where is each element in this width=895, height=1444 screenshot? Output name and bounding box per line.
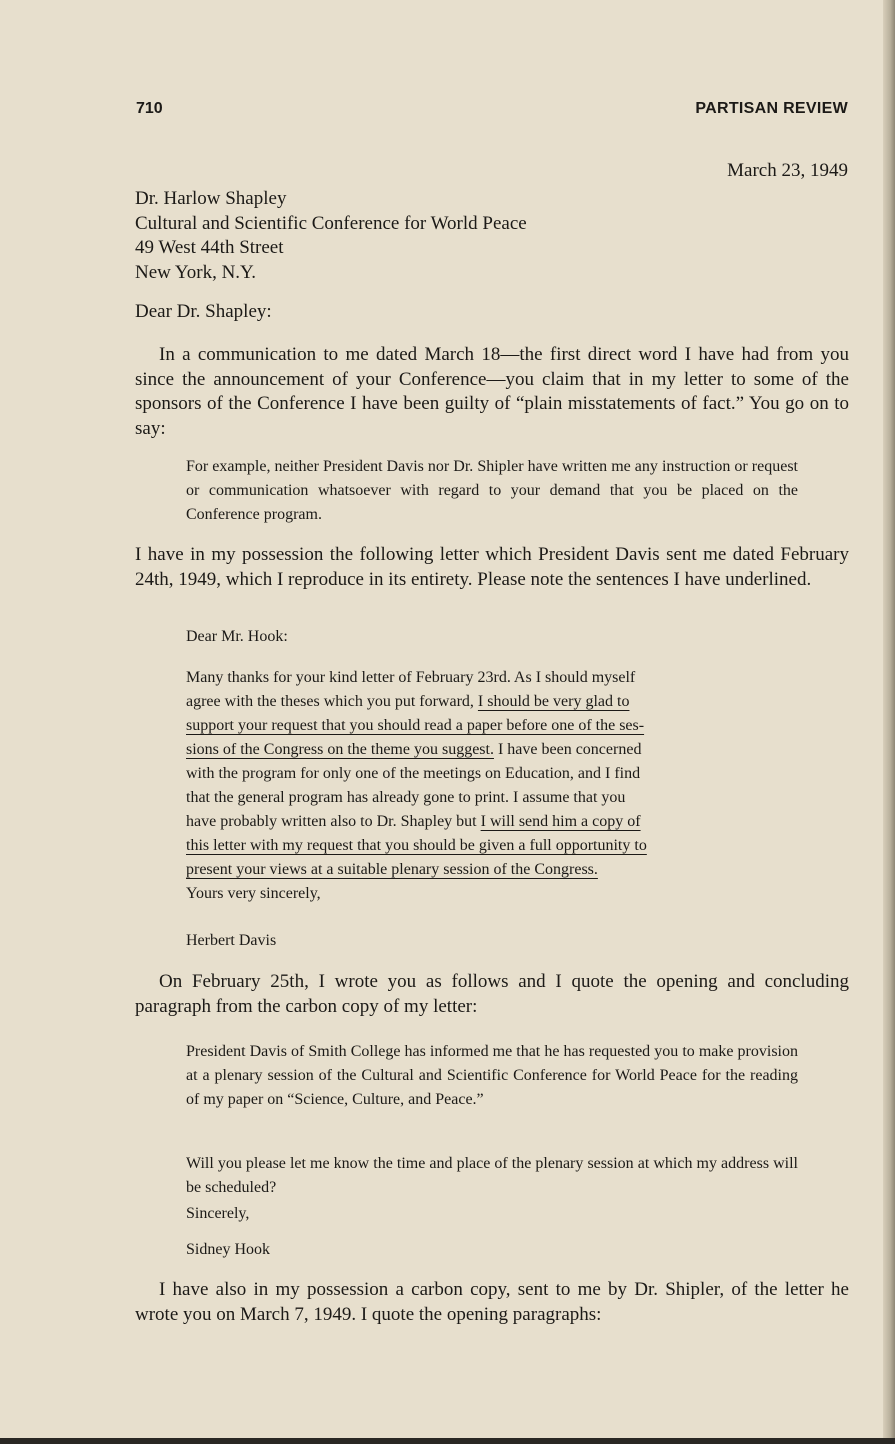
underlined-text: support your request that you should read a paper before one of the ses-: [186, 717, 645, 734]
quote-line: [186, 786, 798, 810]
text-span: Many thanks for your kind letter of February 23rd. As I should myself: [186, 669, 636, 686]
block-quote-1: For example, neither President Davis nor Dr. Shipler have written me any instruction or request or communication whatsoever with regard to your demand that you be placed on the Conference program.: [186, 458, 798, 523]
letter-date: March 23, 1949: [727, 160, 848, 181]
quote-line: [186, 714, 798, 738]
quote-line: [186, 858, 798, 882]
paragraph-3: On February 25th, I wrote you as follows and I quote the opening and concluding paragraph from the carbon copy of my letter:: [135, 971, 849, 1017]
underlined-text: I will send him a copy of: [480, 813, 641, 830]
hook-signature: Sidney Hook: [186, 1241, 270, 1258]
letter-salutation: Dear Dr. Shapley:: [135, 301, 272, 322]
address-line: Cultural and Scientific Conference for World Peace: [135, 212, 527, 234]
davis-closing: Yours very sincerely,: [186, 885, 321, 902]
underlined-text: this letter with my request that you should be given a full opportunity to: [186, 837, 647, 854]
page-header: [136, 100, 848, 122]
paragraph-2: I have in my possession the following letter which President Davis sent me dated February 24th, 1949, which I reproduce in its entirety. Please note the sentences I have underlined.: [135, 544, 849, 590]
quote-line: [186, 666, 798, 690]
quote-line: [186, 810, 798, 834]
text-span: with the program for only one of the meetings on Education, and I find: [186, 765, 641, 782]
davis-signature: Herbert Davis: [186, 932, 277, 949]
quote-line: [186, 834, 798, 858]
quote-line: [186, 738, 798, 762]
text-span: have probably written also to Dr. Shapley but: [186, 813, 481, 830]
text-span: I have been concerned: [493, 741, 642, 758]
underlined-text: sions of the Congress on the theme you suggest.: [186, 741, 494, 758]
quote-line: [186, 762, 798, 786]
davis-letter-body: [186, 666, 798, 906]
address-line: Dr. Harlow Shapley: [135, 188, 287, 209]
hook-letter-body-1: President Davis of Smith College has informed me that he has requested you to make provision at a plenary session of the Cultural and Scientific Conference for World Peace for the reading of my paper on “Science, Culture, and Peace.”: [186, 1043, 798, 1108]
hook-closing: Sincerely,: [186, 1205, 250, 1222]
paragraph-4: I have also in my possession a carbon copy, sent to me by Dr. Shipler, of the letter he wrote you on March 7, 1949. I quote the opening paragraphs:: [135, 1279, 849, 1325]
text-span: that the general program has already gone to print. I assume that you: [186, 789, 626, 806]
hook-letter-body-2: Will you please let me know the time and place of the plenary session at which my address will be scheduled?: [186, 1155, 798, 1196]
address-line: New York, N.Y.: [135, 261, 257, 283]
running-head: PARTISAN REVIEW: [695, 100, 848, 117]
underlined-text: present your views at a suitable plenary session of the Congress.: [186, 861, 598, 878]
underlined-text: I should be very glad to: [477, 693, 630, 710]
page-bottom-edge: [0, 1438, 895, 1444]
paragraph-1: In a communication to me dated March 18—the first direct word I have had from you since the announcement of your Conference—you claim that in my letter to some of the sponsors of the Conference I have been guilty of “plain misstatements of fact.” You go on to say:: [135, 344, 849, 439]
recipient-address: [135, 187, 849, 285]
davis-salutation: Dear Mr. Hook:: [186, 628, 288, 645]
quote-line: [186, 690, 798, 714]
address-line: 49 West 44th Street: [135, 237, 284, 258]
page-number: 710: [136, 100, 163, 117]
text-span: agree with the theses which you put forward,: [186, 693, 478, 710]
page-edge: [883, 0, 895, 1444]
